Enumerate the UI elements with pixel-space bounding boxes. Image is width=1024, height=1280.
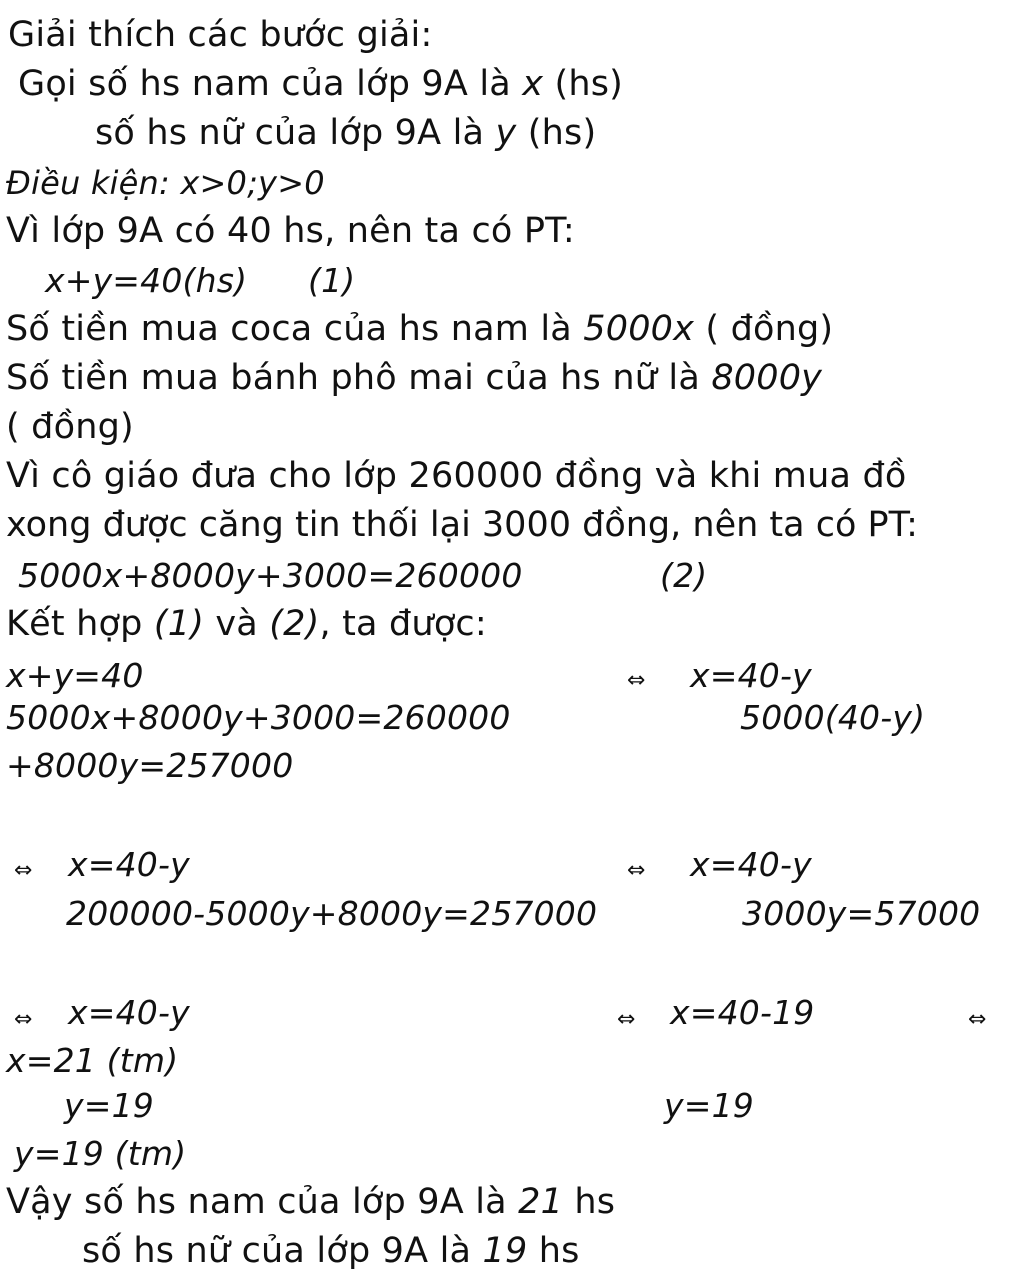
s2-left-2 — [66, 893, 597, 935]
s2-right-2-text: 3000y=57000 — [742, 894, 981, 933]
male-count: 21 — [518, 1182, 564, 1222]
s3-far-2 — [14, 1133, 186, 1175]
equiv-symbol: ⇔ — [14, 858, 33, 883]
equiv-arrow-icon — [14, 1005, 32, 1035]
money-text-1: Vì cô giáo đưa cho lớp 260000 đồng và khi mua đồ — [6, 456, 907, 496]
equiv-arrow-icon — [627, 666, 645, 696]
s2-left-2-text: 200000-5000y+8000y=257000 — [66, 894, 598, 933]
equation-1 — [45, 260, 247, 302]
unit-hs: (hs) — [516, 113, 597, 153]
s2-left-1-text: x=40-y — [68, 845, 190, 884]
equiv-arrow-icon — [627, 856, 645, 886]
ref-2: (2) — [269, 604, 320, 644]
cheese-cost-expr: 8000y — [711, 358, 823, 398]
conclusion-line-1 — [6, 1181, 615, 1223]
s1-left-2-text: 5000x+8000y+3000=260000 — [6, 698, 511, 737]
let-x-line — [18, 63, 623, 105]
s3-right-2-text: y=19 — [664, 1086, 754, 1125]
equation-2-label — [660, 555, 707, 597]
money-text-2: xong được căng tin thối lại 3000 đồng, nên ta có PT: — [6, 505, 918, 545]
s1-right-2-text: 5000(40-y) — [740, 698, 926, 737]
equiv-symbol: ⇔ — [627, 668, 646, 693]
s1-left-1 — [6, 655, 144, 697]
equation-1-label — [308, 260, 355, 302]
equation-intro-1 — [6, 210, 575, 252]
equiv-arrow-icon — [617, 1005, 635, 1035]
s3-right-1 — [670, 992, 814, 1034]
s3-far-1 — [6, 1040, 178, 1082]
condition-text: Điều kiện: x>0;y>0 — [6, 164, 325, 202]
s3-far-2-text: y=19 (tm) — [14, 1134, 187, 1173]
combine-tail: , ta được: — [319, 604, 487, 644]
equation-1-number: (1) — [308, 261, 356, 300]
combine-text: Kết hợp — [6, 604, 154, 644]
unit-dong: ( đồng) — [694, 309, 834, 349]
ref-1: (1) — [153, 604, 205, 644]
s1-left-3 — [6, 745, 293, 787]
s1-right-2 — [740, 697, 925, 739]
s1-left-1-text: x+y=40 — [6, 656, 144, 695]
s3-right-2 — [664, 1085, 754, 1127]
unit-hs: hs — [563, 1182, 616, 1222]
heading-text: Giải thích các bước giải: — [8, 15, 433, 55]
coca-cost-expr: 5000x — [583, 309, 695, 349]
unit-dong: ( đồng) — [6, 407, 134, 447]
s2-right-1-text: x=40-y — [690, 845, 812, 884]
s1-left-2 — [6, 697, 511, 739]
equation-1-text: x+y=40(hs) — [45, 261, 248, 300]
equiv-symbol: ⇔ — [627, 858, 646, 883]
cheese-cost-text: Số tiền mua bánh phô mai của hs nữ là — [6, 358, 712, 398]
equation-2 — [18, 555, 523, 597]
s3-left-1 — [68, 992, 190, 1034]
combine-line — [6, 603, 487, 645]
var-y: y — [495, 113, 517, 153]
money-line-2 — [6, 504, 918, 546]
coca-cost-text: Số tiền mua coca của hs nam là — [6, 309, 584, 349]
equation-intro-1-text: Vì lớp 9A có 40 hs, nên ta có PT: — [6, 211, 575, 251]
equiv-symbol: ⇔ — [617, 1007, 636, 1032]
female-count: 19 — [482, 1231, 528, 1271]
unit-hs: (hs) — [543, 64, 624, 104]
var-x: x — [522, 64, 544, 104]
s3-left-2-text: y=19 — [64, 1086, 154, 1125]
s3-right-1-text: x=40-19 — [670, 993, 815, 1032]
equation-2-text: 5000x+8000y+3000=260000 — [18, 556, 523, 595]
equiv-symbol: ⇔ — [14, 1007, 33, 1032]
let-y-text: số hs nữ của lớp 9A là — [95, 113, 496, 153]
s2-right-2 — [742, 893, 980, 935]
cheese-cost-unit-line — [6, 406, 134, 448]
s1-right-1-text: x=40-y — [690, 656, 812, 695]
s2-left-1 — [68, 844, 190, 886]
money-line-1 — [6, 455, 906, 497]
coca-cost-line — [6, 308, 833, 350]
s3-left-2 — [64, 1085, 154, 1127]
s1-right-1 — [690, 655, 812, 697]
s1-left-3-text: +8000y=257000 — [6, 746, 294, 785]
equiv-arrow-icon — [14, 856, 32, 886]
conclusion-2-text: số hs nữ của lớp 9A là — [82, 1231, 483, 1271]
unit-hs: hs — [527, 1231, 580, 1271]
s2-right-1 — [690, 844, 812, 886]
cheese-cost-line — [6, 357, 822, 399]
s3-left-1-text: x=40-y — [68, 993, 190, 1032]
let-x-text: Gọi số hs nam của lớp 9A là — [18, 64, 523, 104]
equiv-arrow-icon — [968, 1005, 986, 1035]
combine-and: và — [204, 604, 270, 644]
equation-2-number: (2) — [660, 556, 708, 595]
s3-far-1-text: x=21 (tm) — [6, 1041, 179, 1080]
conclusion-1-text: Vậy số hs nam của lớp 9A là — [6, 1182, 519, 1222]
heading-line — [8, 14, 432, 56]
let-y-line — [95, 112, 596, 154]
condition-line — [6, 162, 325, 204]
equiv-symbol: ⇔ — [968, 1007, 987, 1032]
conclusion-line-2 — [82, 1230, 580, 1272]
